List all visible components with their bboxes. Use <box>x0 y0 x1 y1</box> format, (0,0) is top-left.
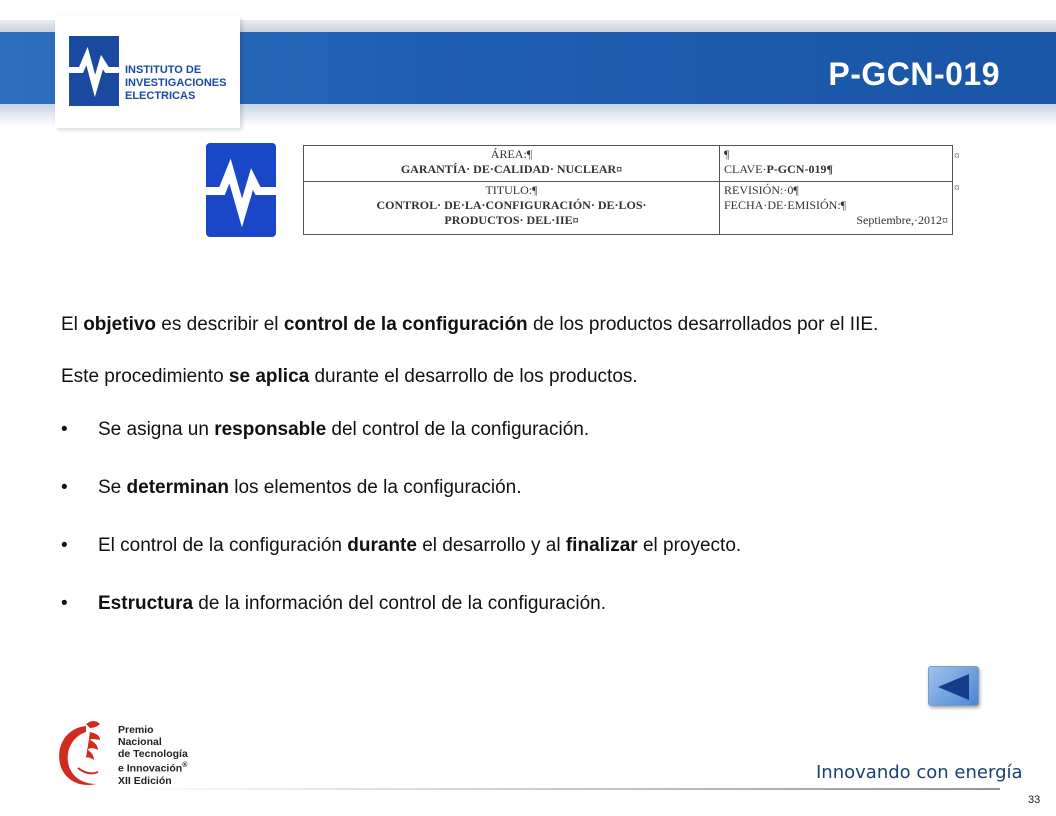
text: El control de la configuración <box>98 535 348 556</box>
text: El <box>61 314 84 335</box>
back-button[interactable] <box>928 666 979 706</box>
premio-line: XII Edición <box>118 774 172 787</box>
paragraph-mark: ¶ <box>724 147 730 161</box>
premio-line: Premio <box>118 724 154 736</box>
text: del control de la configuración. <box>326 419 590 440</box>
bold-text: control de la configuración <box>283 314 528 335</box>
clave-cell <box>720 146 953 182</box>
bold-text: responsable <box>214 419 327 440</box>
area-label: ÁREA:¶ <box>490 147 533 161</box>
clave-value: P-GCN-019¶ <box>766 162 833 176</box>
revision-cell <box>720 182 953 235</box>
bold-text: determinan <box>126 477 229 498</box>
text: es describir el <box>156 314 284 335</box>
footer-divider <box>120 788 1000 790</box>
registered-mark: ® <box>182 762 188 769</box>
text: Se <box>98 477 127 498</box>
bold-text: Estructura <box>98 593 194 614</box>
bold-text: finalizar <box>565 535 638 556</box>
institute-logo-panel <box>55 16 240 128</box>
text: de los productos desarrollados por el IIE. <box>527 314 879 335</box>
document-header-table <box>303 145 953 235</box>
area-value: GARANTÍA· DE·CALIDAD· NUCLEAR¤ <box>400 162 623 176</box>
text: el proyecto. <box>637 535 742 556</box>
document-code-title: P-GCN-019 <box>828 56 1000 92</box>
premio-line: de Tecnología <box>118 748 188 760</box>
bold-text: durante <box>347 535 417 556</box>
title-label: TITULO:¶ <box>485 183 538 198</box>
list-item <box>61 416 1001 443</box>
text: Se asigna un <box>98 419 215 440</box>
bullet-icon: • <box>61 419 68 440</box>
fecha-label: FECHA·DE·EMISIÓN:¶ <box>724 198 847 213</box>
doc-iie-logo-icon <box>206 143 276 239</box>
institute-name <box>125 64 235 103</box>
text: los elementos de la configuración. <box>228 477 522 498</box>
list-item <box>61 590 1001 617</box>
footer-tagline: Innovando con energía <box>816 762 1023 783</box>
bold-text: objetivo <box>83 314 157 335</box>
title-cell <box>304 182 720 235</box>
list-item <box>61 474 1001 501</box>
area-cell <box>304 146 720 182</box>
slide-content <box>61 311 1001 648</box>
premio-logo-icon <box>52 718 118 788</box>
list-item <box>61 532 1001 559</box>
revision-text: REVISIÓN:·0¶ <box>724 183 799 198</box>
premio-line: Nacional <box>118 736 162 748</box>
iie-logo-icon <box>69 36 119 106</box>
bullet-icon: • <box>61 593 68 614</box>
text: el desarrollo y al <box>416 535 566 556</box>
back-arrow-icon <box>929 667 980 707</box>
premio-text <box>118 724 188 787</box>
premio-line: e Innovación <box>118 762 183 775</box>
scope-paragraph <box>61 363 1001 390</box>
row-end-mark: ¤ <box>954 182 960 194</box>
institute-line: INVESTIGACIONES <box>125 77 227 89</box>
bold-text: se aplica <box>228 366 310 387</box>
bullet-icon: • <box>61 477 68 498</box>
text: Este procedimiento <box>61 366 229 387</box>
title-value-line2: PRODUCTOS· DEL·IIE¤ <box>444 213 579 228</box>
clave-label: CLAVE· <box>724 162 767 176</box>
objective-paragraph <box>61 311 1001 338</box>
fecha-value: Septiembre,·2012¤ <box>856 213 948 228</box>
institute-line: ELECTRICAS <box>125 90 196 102</box>
text: durante el desarrollo de los productos. <box>309 366 638 387</box>
row-end-mark: ¤ <box>954 150 960 162</box>
bullet-icon: • <box>61 535 68 556</box>
title-value-line1: CONTROL· DE·LA·CONFIGURACIÓN· DE·LOS· <box>376 198 647 213</box>
page-number: 33 <box>1028 794 1041 806</box>
text: de la información del control de la configuración. <box>193 593 606 614</box>
institute-line: INSTITUTO DE <box>125 64 202 76</box>
